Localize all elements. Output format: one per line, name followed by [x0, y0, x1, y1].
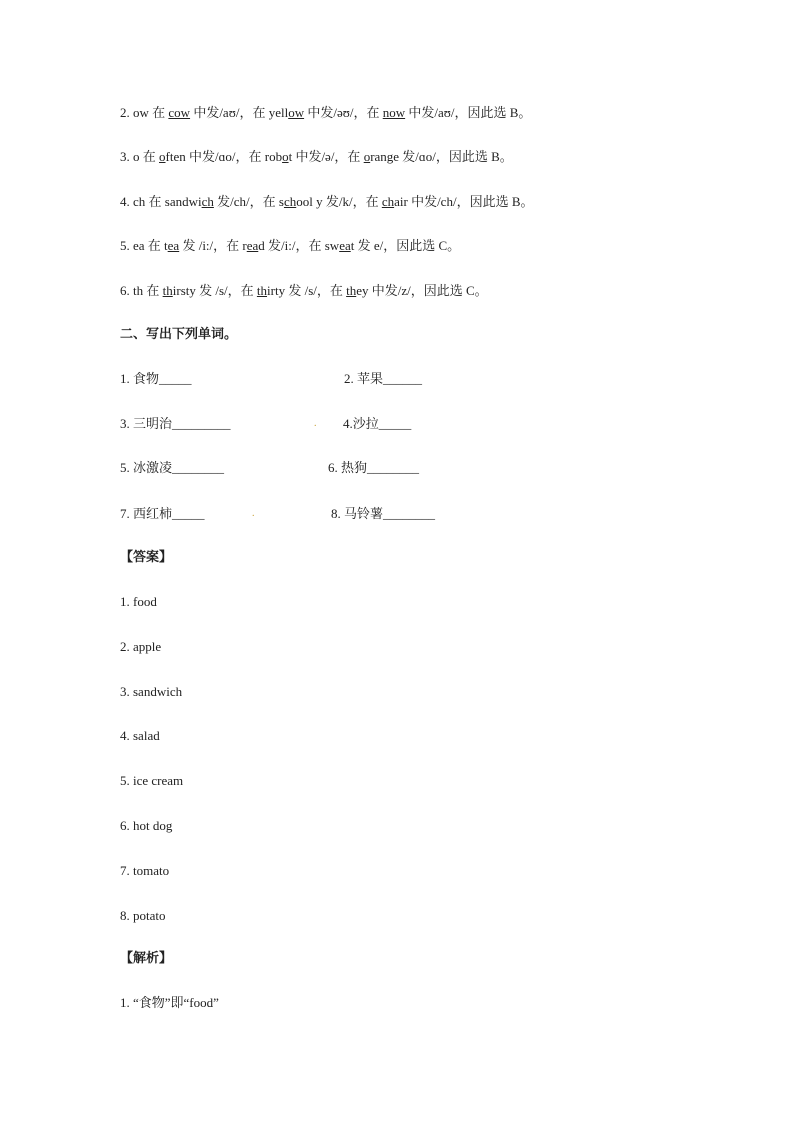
underlined-letters: ch — [381, 194, 395, 209]
explanation-text: irty 发 /s/，在 — [267, 283, 347, 298]
vocab-item-2: 2. 苹果______ — [344, 371, 423, 386]
vocab-item-1: 1. 食物_____ — [120, 371, 192, 386]
explanation-text: irsty 发 /s/，在 — [172, 283, 257, 298]
explanation-text: 5. ea 在 t — [120, 238, 168, 253]
explanation-text: 中发/əʊ/，在 — [304, 105, 383, 120]
explanation-text: t 发 e/，因此选 C。 — [350, 238, 461, 253]
analysis-item-1: 1. “食物”即“food” — [120, 995, 219, 1010]
answer-item: 8. potato — [120, 908, 166, 923]
explanation-text: 发/ch/，在 s — [213, 194, 284, 209]
explanation-line — [120, 282, 488, 300]
answer-item: 5. ice cream — [120, 773, 184, 788]
explanation-line — [120, 237, 460, 255]
answer-item: 2. apple — [120, 639, 162, 654]
stray-dot-mark: . — [314, 418, 317, 429]
underlined-letters: o — [363, 149, 371, 164]
vocab-item-5: 5. 冰激凌________ — [120, 460, 225, 475]
explanation-text: range 发/ɑo/，因此选 B。 — [370, 149, 513, 164]
underlined-letters: ea — [339, 238, 351, 253]
answer-heading: 【答案】 — [120, 549, 173, 564]
underlined-letters: th — [162, 283, 173, 298]
vocab-item-6: 6. 热狗________ — [328, 460, 420, 475]
underlined-letters: now — [382, 105, 406, 120]
explanation-text: ey 中发/z/，因此选 C。 — [356, 283, 488, 298]
explanation-text: 6. th 在 — [120, 283, 163, 298]
vocab-item-3: 3. 三明治_________ — [120, 416, 231, 431]
explanation-text: yell — [268, 105, 289, 120]
vocab-item-8: 8. 马铃薯________ — [331, 506, 436, 521]
underlined-letters: cow — [168, 105, 191, 120]
explanation-text: d 发/i:/，在 sw — [258, 238, 340, 253]
explanation-text: air 中发/ch/，因此选 B。 — [394, 194, 534, 209]
explanation-line — [120, 148, 513, 166]
answer-item: 3. sandwich — [120, 684, 183, 699]
vocab-item-4: 4.沙拉_____ — [343, 416, 412, 431]
explanation-text: 4. ch 在 sandwi — [120, 194, 202, 209]
explanation-text: 中发/aʊ/，因此选 B。 — [405, 105, 532, 120]
explanation-text: 2. ow 在 — [120, 105, 169, 120]
stray-dot-mark: . — [252, 508, 255, 519]
underlined-letters: ch — [201, 194, 214, 209]
underlined-letters: ea — [167, 238, 180, 253]
explanation-text: t 中发/ə/，在 — [288, 149, 364, 164]
underlined-letters: ch — [283, 194, 297, 209]
explanation-text: ool y 发/k/，在 — [296, 194, 382, 209]
underlined-letters: ea — [246, 238, 259, 253]
answer-item: 1. food — [120, 594, 157, 609]
answer-item: 6. hot dog — [120, 818, 173, 833]
explanation-text: 发 /i:/，在 r — [179, 238, 247, 253]
analysis-heading: 【解析】 — [120, 950, 173, 965]
explanation-text: 3. o 在 — [120, 149, 160, 164]
vocab-item-7: 7. 西红柿_____ — [120, 506, 205, 521]
answer-item: 4. salad — [120, 728, 160, 743]
section-title: 二、写出下列单词。 — [120, 326, 238, 341]
underlined-letters: th — [256, 283, 268, 298]
underlined-letters: th — [346, 283, 357, 298]
explanation-text: 中发/aʊ/，在 — [190, 105, 269, 120]
explanation-text: ften 中发/ɑo/，在 rob — [165, 149, 283, 164]
explanation-line — [120, 104, 531, 122]
explanation-line — [120, 193, 534, 211]
underlined-letters: ow — [288, 105, 305, 120]
underlined-letters: o — [159, 149, 166, 164]
underlined-letters: o — [282, 149, 289, 164]
answer-item: 7. tomato — [120, 863, 170, 878]
